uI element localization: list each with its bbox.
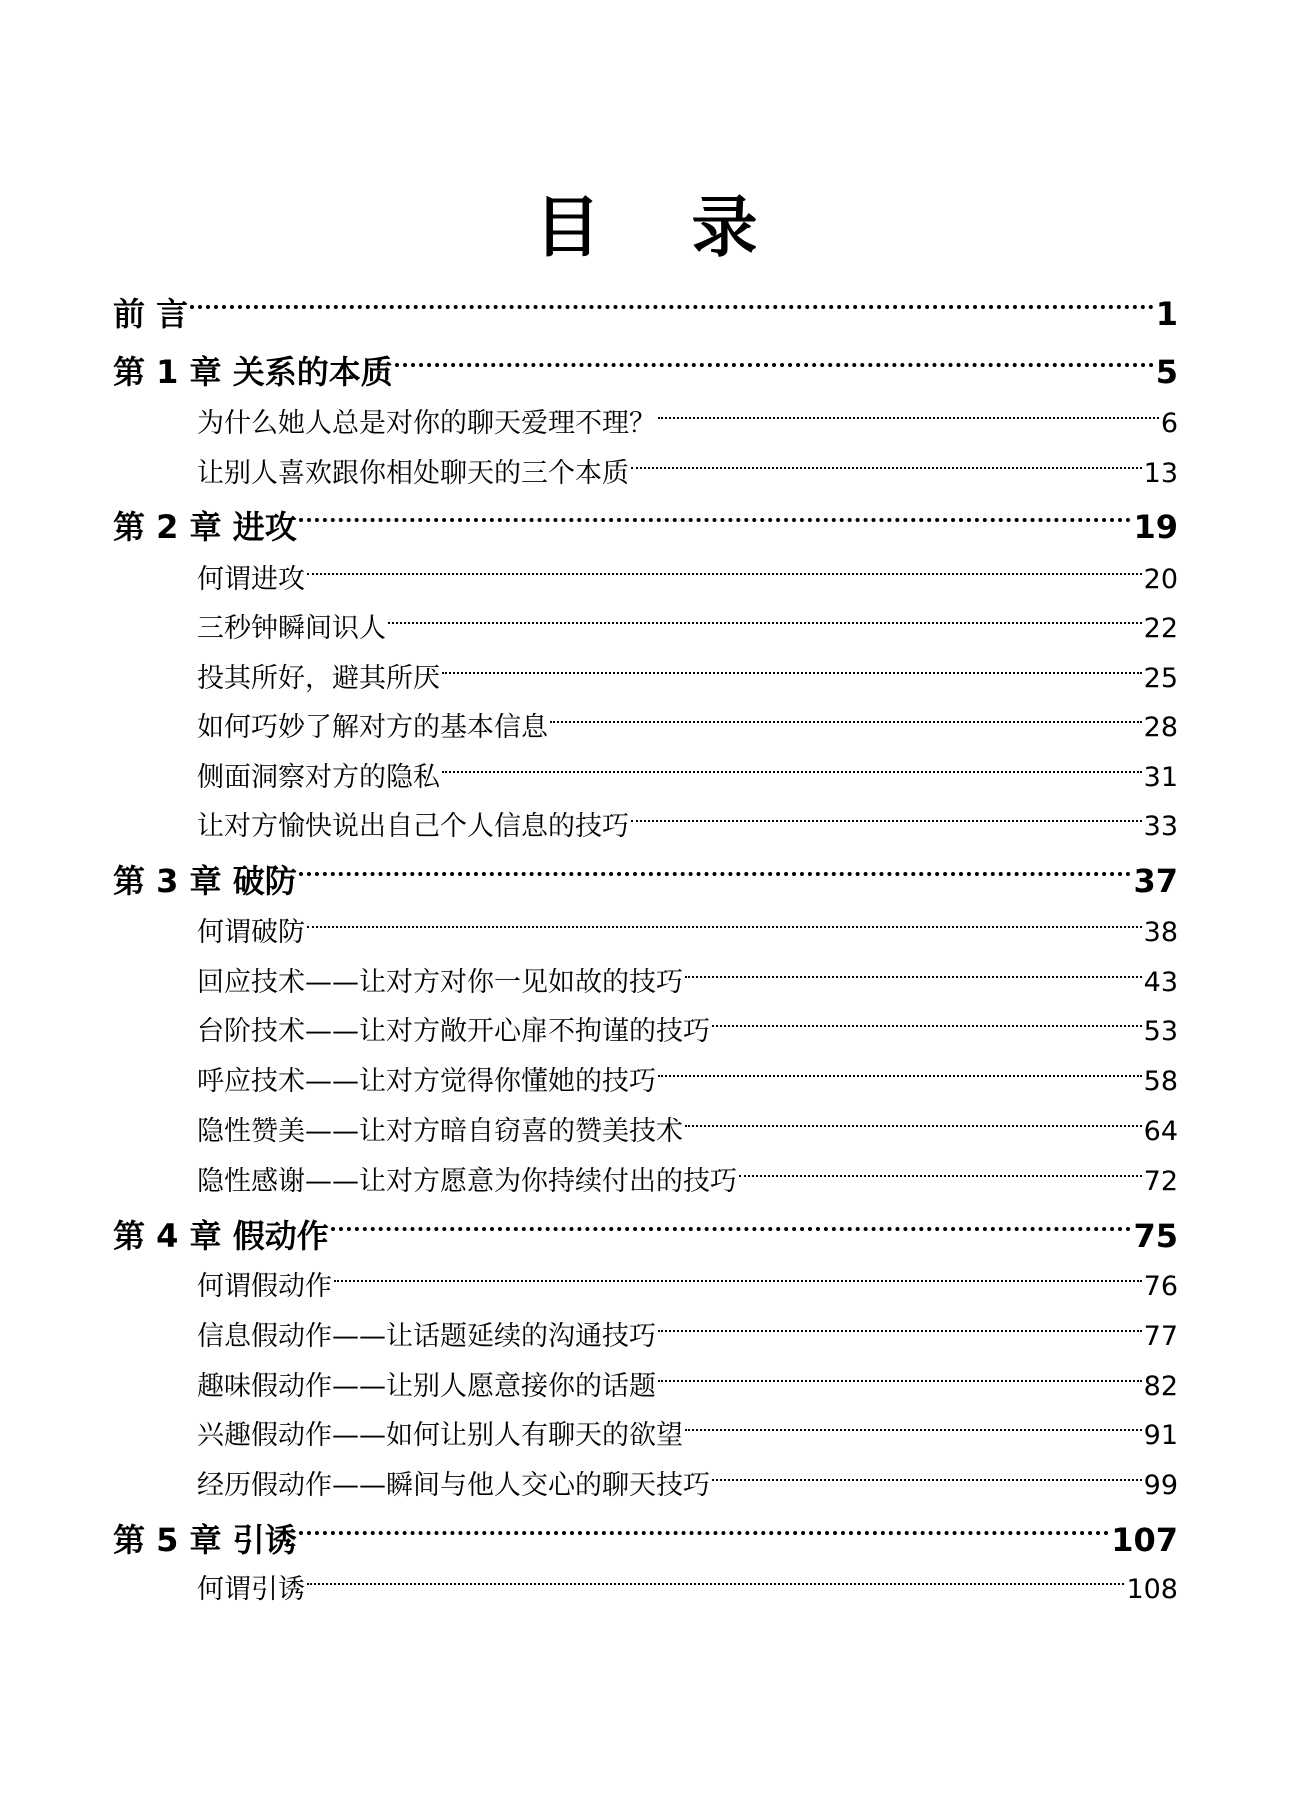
toc-section-entry xyxy=(197,947,1178,998)
dot-leader xyxy=(386,593,1144,637)
toc-entry-label: 何谓假动作 xyxy=(197,1271,332,1302)
toc-page-number: 82 xyxy=(1143,1371,1178,1402)
toc-chapter-entry xyxy=(113,1197,1178,1255)
page-title: 目 录 xyxy=(534,189,792,266)
toc-section-entry xyxy=(197,897,1178,948)
toc-page-number: 33 xyxy=(1143,811,1178,842)
toc-page-number: 31 xyxy=(1143,762,1178,793)
toc-section-entry xyxy=(197,388,1178,439)
toc-page-number: 25 xyxy=(1143,663,1178,694)
toc-entry-label: 第 2 章 进攻 xyxy=(113,508,297,546)
dot-leader xyxy=(188,275,1156,325)
toc-chapter-entry xyxy=(113,275,1178,333)
toc-section-entry xyxy=(197,1351,1178,1402)
toc-section-entry xyxy=(197,1146,1178,1197)
toc-entry-label: 何谓破防 xyxy=(197,917,305,948)
toc-page-number: 75 xyxy=(1133,1217,1178,1255)
toc-page-number: 72 xyxy=(1143,1166,1178,1197)
toc-entry-label: 第 1 章 关系的本质 xyxy=(113,353,393,391)
toc-entry-label: 投其所好，避其所厌 xyxy=(197,663,440,694)
toc-entry-label: 前 言 xyxy=(113,295,189,333)
toc-page-number: 43 xyxy=(1143,967,1178,998)
dot-leader xyxy=(297,842,1134,892)
toc-section-entry xyxy=(197,544,1178,595)
toc-entry-label: 台阶技术——让对方敞开心扉不拘谨的技巧 xyxy=(197,1016,710,1047)
toc-page-number: 19 xyxy=(1133,508,1178,546)
toc-section-entry xyxy=(197,996,1178,1047)
toc-page-number: 1 xyxy=(1155,295,1178,333)
toc-section-entry xyxy=(197,593,1178,644)
toc-page-number: 58 xyxy=(1143,1066,1178,1097)
toc-page-number: 13 xyxy=(1143,458,1178,489)
toc-entry-label: 何谓进攻 xyxy=(197,564,305,595)
toc-entry-label: 信息假动作——让话题延续的沟通技巧 xyxy=(197,1321,656,1352)
dot-leader xyxy=(629,791,1144,835)
dot-leader xyxy=(332,1251,1144,1295)
toc-page-number: 20 xyxy=(1143,564,1178,595)
toc-section-entry xyxy=(197,1301,1178,1352)
toc-entry-label: 第 4 章 假动作 xyxy=(113,1217,329,1255)
dot-leader xyxy=(656,388,1161,432)
toc-entry-label: 隐性感谢——让对方愿意为你持续付出的技巧 xyxy=(197,1166,737,1197)
toc-section-entry xyxy=(197,791,1178,842)
toc-section-entry xyxy=(197,1554,1178,1605)
toc-entry-label: 侧面洞察对方的隐私 xyxy=(197,762,440,793)
toc-chapter-entry xyxy=(113,1501,1178,1559)
dot-leader xyxy=(305,544,1144,588)
toc-page-number: 107 xyxy=(1111,1521,1178,1559)
toc-entry-label: 三秒钟瞬间识人 xyxy=(197,613,386,644)
toc-section-entry xyxy=(197,1450,1178,1501)
dot-leader xyxy=(440,643,1144,687)
dot-leader xyxy=(629,438,1144,482)
toc-chapter-entry xyxy=(113,488,1178,546)
toc-section-entry xyxy=(197,643,1178,694)
toc-section-entry xyxy=(197,1251,1178,1302)
toc-section-entry xyxy=(197,1096,1178,1147)
toc-page-number: 99 xyxy=(1143,1470,1178,1501)
dot-leader xyxy=(656,1301,1144,1345)
toc-entry-label: 兴趣假动作——如何让别人有聊天的欲望 xyxy=(197,1420,683,1451)
toc-entry-label: 为什么她人总是对你的聊天爱理不理？ xyxy=(197,408,656,439)
dot-leader xyxy=(305,897,1144,941)
dot-leader xyxy=(297,488,1134,538)
toc-page-number: 77 xyxy=(1143,1321,1178,1352)
dot-leader xyxy=(305,1554,1126,1598)
dot-leader xyxy=(737,1146,1144,1190)
toc-page-number: 37 xyxy=(1133,862,1178,900)
dot-leader xyxy=(710,996,1144,1040)
toc-entry-label: 第 3 章 破防 xyxy=(113,862,297,900)
toc-page-number: 28 xyxy=(1143,712,1178,743)
toc-entry-label: 第 5 章 引诱 xyxy=(113,1521,297,1559)
toc-page-number: 6 xyxy=(1160,408,1178,439)
dot-leader xyxy=(393,333,1156,383)
toc-page-number: 76 xyxy=(1143,1271,1178,1302)
toc-entry-label: 隐性赞美——让对方暗自窃喜的赞美技术 xyxy=(197,1116,683,1147)
dot-leader xyxy=(656,1351,1144,1395)
toc-entry-label: 何谓引诱 xyxy=(197,1574,305,1605)
toc-section-entry xyxy=(197,692,1178,743)
toc-section-entry xyxy=(197,438,1178,489)
toc-chapter-entry xyxy=(113,333,1178,391)
toc-entry-label: 让对方愉快说出自己个人信息的技巧 xyxy=(197,811,629,842)
toc-page-number: 91 xyxy=(1143,1420,1178,1451)
toc-section-entry xyxy=(197,742,1178,793)
toc-page-number: 53 xyxy=(1143,1016,1178,1047)
toc-entry-label: 呼应技术——让对方觉得你懂她的技巧 xyxy=(197,1066,656,1097)
toc-page-number: 5 xyxy=(1155,353,1178,391)
dot-leader xyxy=(710,1450,1144,1494)
toc-section-entry xyxy=(197,1046,1178,1097)
toc-page-number: 22 xyxy=(1143,613,1178,644)
toc-entry-label: 如何巧妙了解对方的基本信息 xyxy=(197,712,548,743)
dot-leader xyxy=(683,1096,1144,1140)
dot-leader xyxy=(683,947,1144,991)
toc-page-number: 108 xyxy=(1126,1574,1178,1605)
toc-chapter-entry xyxy=(113,842,1178,900)
toc-page-number: 64 xyxy=(1143,1116,1178,1147)
dot-leader xyxy=(329,1197,1134,1247)
toc-entry-label: 趣味假动作——让别人愿意接你的话题 xyxy=(197,1371,656,1402)
dot-leader xyxy=(297,1501,1112,1551)
dot-leader xyxy=(440,742,1144,786)
toc-entry-label: 回应技术——让对方对你一见如故的技巧 xyxy=(197,967,683,998)
dot-leader xyxy=(656,1046,1144,1090)
toc-page-number: 38 xyxy=(1143,917,1178,948)
toc-entry-label: 经历假动作——瞬间与他人交心的聊天技巧 xyxy=(197,1470,710,1501)
toc-entry-label: 让别人喜欢跟你相处聊天的三个本质 xyxy=(197,458,629,489)
dot-leader xyxy=(683,1400,1144,1444)
toc-section-entry xyxy=(197,1400,1178,1451)
dot-leader xyxy=(548,692,1144,736)
